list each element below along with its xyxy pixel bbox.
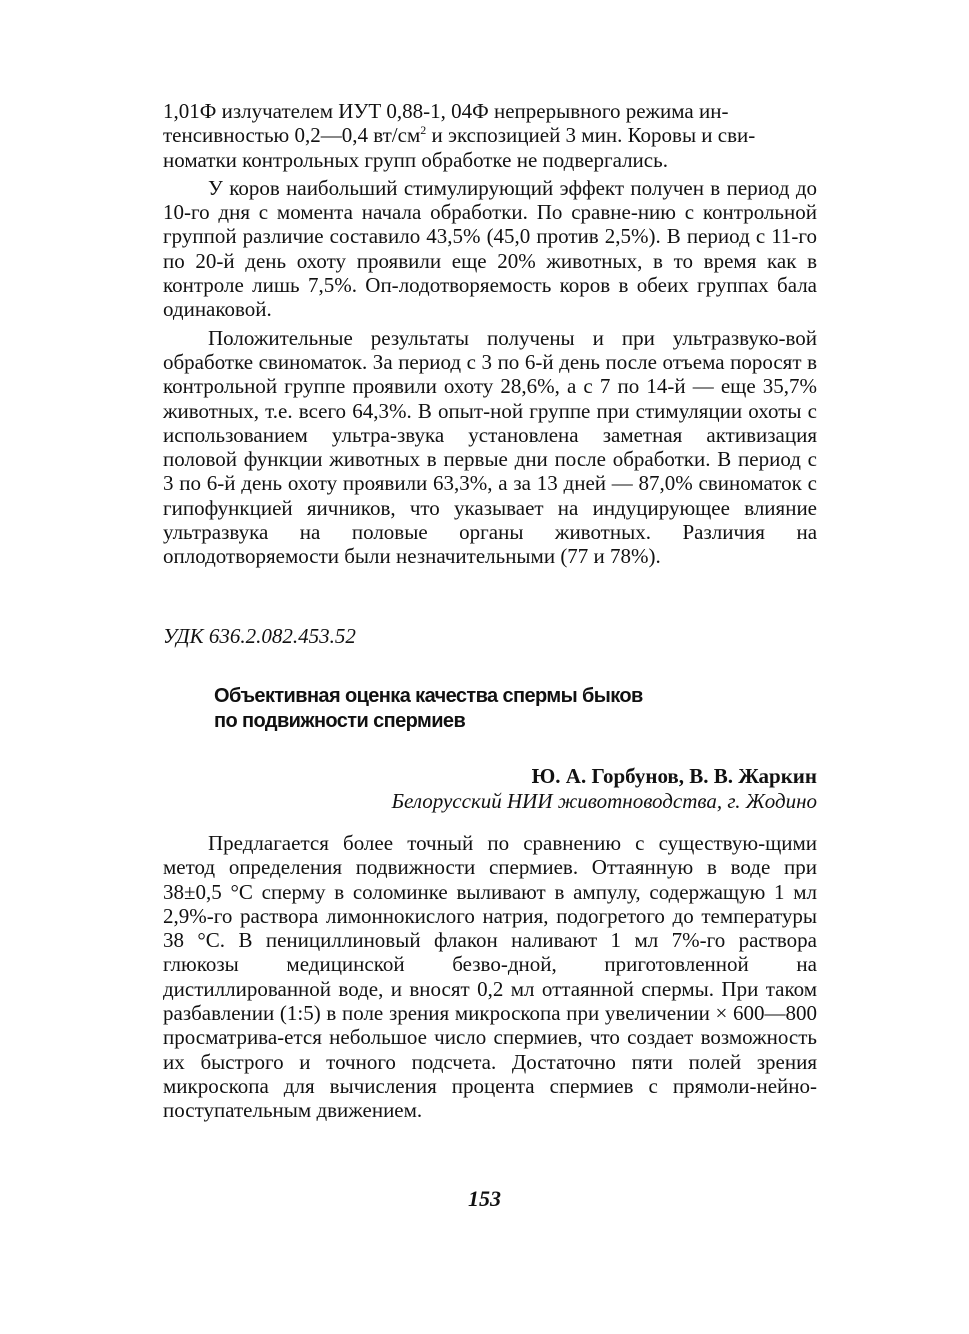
paragraph-3 [163,326,817,569]
line: звука установлена заметная активизация половой функции [163,422,817,472]
line: 1,01Ф излучателем ИУТ 0,88-1, 04Ф непрерывного режима ин- [163,99,729,123]
line: подогретого до температуры 38 °С. В пенициллиновый флакон [163,903,818,953]
line: щими метод определения подвижности спермиев. Оттаянную в [163,831,817,880]
line: а с 7 по 14-й — еще 35,7% животных, т.е. всего 64,3%. В опыт- [163,374,817,423]
line: ной группе при стимуляции охоты с использованием ультра- [163,398,817,447]
line: номатки контрольных групп обработке не подвергались. [163,147,668,172]
udk-code: УДК 636.2.082.453.52 [163,624,356,648]
line: 0,2 мл оттаянной спермы. При таком разбавлении (1:5) в поле [163,976,817,1026]
line: дной, приготовленной на дистиллированной воде, и вносят [163,952,817,1001]
authors: Ю. А. Горбунов, В. В. Жаркин [531,764,817,788]
line: отъема поросят в контрольной группе проявили охоту 28,6%, [163,349,817,399]
line: наливают 1 мл 7%-го раствора глюкозы медицинской безво- [163,928,817,977]
line: лодотворяемость коров в обеих группах бала одинаковой. [163,273,817,322]
body-paragraph [163,831,817,1123]
continued-section [163,99,817,569]
title-line-1: Объективная оценка качества спермы быков [214,685,643,707]
line: У коров наибольший стимулирующий эффект получен в [208,175,721,200]
line: быстрого и точного подсчета. Достаточно пяти полей зрения [200,1049,817,1074]
line: нию с контрольной группой различие составило 43,5% (45,0 [163,200,817,249]
article-title [214,684,774,734]
line: воде при 38±0,5 °С сперму в соломинке выливают в ампулу, [163,855,817,904]
line: влияние ультразвука на половые органы животных. Различия [163,495,818,545]
title-line-2: по подвижности спермиев [214,710,466,732]
line: животных в первые дни после обработки. В период с 3 по 6-й [163,447,818,496]
line: ется небольшое число спермиев, что создает возможность их [163,1025,817,1074]
line: зрения микроскопа при увеличении × 600—800 просматрива- [163,1001,818,1050]
line: день охоту проявили 63,3%, а за 13 дней — 87,0% свиноматок [241,471,802,496]
line: на оплодотворяемости были незначительными (77 и 78%). [163,520,818,569]
line: тенсивностью 0,2—0,4 $вт/см^2$ и экспозицией 3 мин. Коровы и сви- [163,123,756,148]
line: нейно-поступательным движением. [163,1073,817,1123]
line: содержащую 1 мл 2,9%-го раствора лимоннокислого натрия, [163,879,817,928]
affiliation: Белорусский НИИ животноводства, г. Жодино [391,789,817,813]
line: период до 10-го дня с момента начала обработки. По сравне- [163,175,818,225]
line: еще 20% животных, в то время как в контроле лишь 7,5%. Оп- [163,248,817,298]
line: против 2,5%). В период с 11-го по 20-й день охоту проявили [163,224,818,273]
page-number: 153 [468,1186,501,1211]
line: Положительные результаты получены и при ультразвуко- [208,325,786,350]
article-body [163,831,817,1123]
line: Предлагается более точный по сравнению с существую- [208,831,766,855]
line: с гипофункцией яичников, что указывает на индуцирующее [163,471,817,520]
line: микроскопа для вычисления процента спермиев с прямоли- [163,1073,757,1098]
paragraph-2 [163,176,817,322]
paragraph-1 [163,99,817,172]
line: вой обработке свиноматок. За период с 3 по 6-й день после [163,325,817,374]
